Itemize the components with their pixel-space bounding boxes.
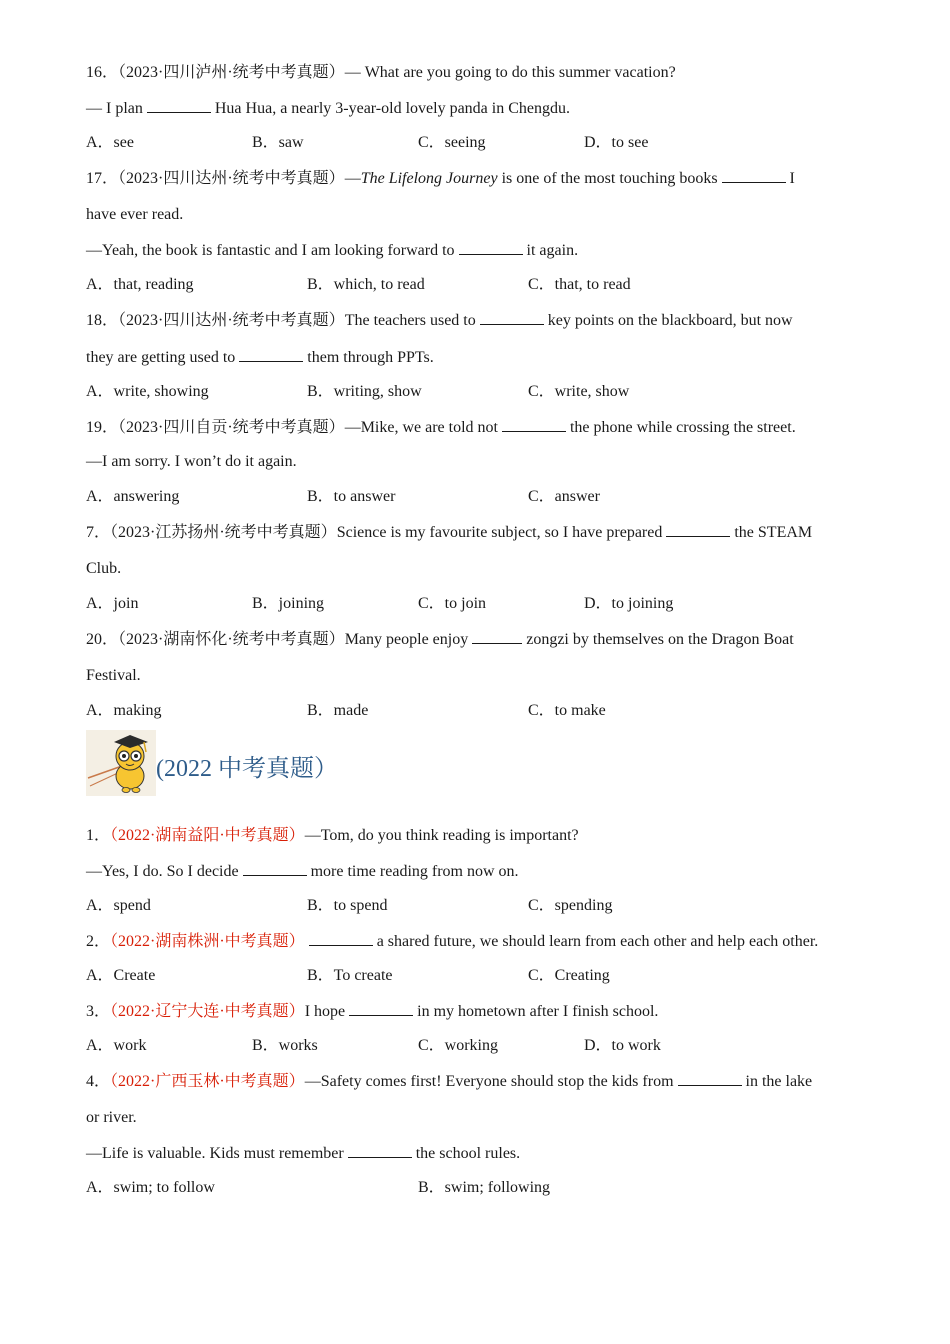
option-a[interactable]: A．see [86,134,134,151]
option-b[interactable]: B．To create [307,967,393,984]
option-c[interactable]: C．seeing [418,134,486,151]
option-b[interactable]: B．swim; following [418,1179,551,1196]
option-d[interactable]: D．to joining [584,595,674,612]
question-2022-4-line-3: —Life is valuable. Kids must remember the school rules. [86,1145,521,1162]
question-2022-4-line-2: or river. [86,1109,137,1126]
question-20-options [86,701,886,721]
option-a[interactable]: A．work [86,1037,147,1054]
option-a[interactable]: A．write, showing [86,383,209,400]
question-2022-3-line-1: 3．（2022·辽宁大连·中考真题）I hope in my hometown after I finish school. [86,1003,659,1020]
option-a[interactable]: A．swim; to follow [86,1179,215,1196]
answer-blank [666,522,730,537]
option-c[interactable]: C．to join [418,595,487,612]
answer-blank [472,629,522,644]
option-b[interactable]: B．made [307,702,369,719]
question-2022-4-options [86,1178,886,1198]
option-d[interactable]: D．to see [584,134,649,151]
option-a[interactable]: A．that, reading [86,276,194,293]
question-2022-1-line-1: 1．（2022·湖南益阳·中考真题）—Tom, do you think reading is important? [86,827,579,844]
section-header-2022 [86,730,386,796]
option-b[interactable]: B．writing, show [307,383,422,400]
option-c[interactable]: C．Creating [528,967,610,984]
question-2022-4-line-1: 4．（2022·广西玉林·中考真题）—Safety comes first! Everyone should stop the kids from in the lake [86,1073,813,1090]
option-a[interactable]: A．join [86,595,139,612]
answer-blank [502,417,566,432]
option-a[interactable]: A．Create [86,967,156,984]
option-b[interactable]: B．to spend [307,897,388,914]
option-c[interactable]: C．working [418,1037,499,1054]
question-source: （2023·湖南怀化·统考中考真题） [118,631,345,648]
option-d[interactable]: D．to work [584,1037,661,1054]
question-source: （2022·湖南益阳·中考真题） [110,827,305,844]
question-18-options [86,382,886,402]
question-7-line-2: Club. [86,560,122,577]
answer-blank [459,240,523,255]
question-source: （2023·四川达州·统考中考真题） [118,312,345,329]
question-source: （2023·四川自贡·统考中考真题） [118,419,345,436]
question-17-line-2: have ever read. [86,206,184,223]
option-a[interactable]: A．making [86,702,162,719]
option-b[interactable]: B．saw [252,134,304,151]
graduate-mascot-icon [86,730,156,796]
option-b[interactable]: B．joining [252,595,325,612]
answer-blank [678,1071,742,1086]
question-source: （2023·四川达州·统考中考真题） [118,170,345,187]
question-source: （2022·广西玉林·中考真题） [110,1073,305,1090]
question-19-line-1: 19．（2023·四川自贡·统考中考真题）—Mike, we are told not the phone while crossing the street. [86,419,796,436]
answer-blank [243,861,307,876]
question-16-line-1: 16．（2023·四川泸州·统考中考真题）— What are you going to do this summer vacation? [86,64,676,81]
option-c[interactable]: C．write, show [528,383,630,400]
question-18-line-2: they are getting used to them through PPTs. [86,349,434,366]
question-2022-2-line-1: 2．（2022·湖南株洲·中考真题） a shared future, we should learn from each other and help each other. [86,933,819,950]
question-17-line-3: —Yeah, the book is fantastic and I am looking forward to it again. [86,242,579,259]
question-7-line-1: 7．（2023·江苏扬州·统考中考真题）Science is my favourite subject, so I have prepared the STEAM [86,524,813,541]
option-c[interactable]: C．spending [528,897,613,914]
answer-blank [239,347,303,362]
question-16-line-2: — I plan Hua Hua, a nearly 3-year-old lovely panda in Chengdu. [86,100,570,117]
answer-blank [147,98,211,113]
answer-blank [349,1001,413,1016]
answer-blank [348,1143,412,1158]
question-source: （2023·江苏扬州·统考中考真题） [110,524,337,541]
answer-blank [309,931,373,946]
question-20-line-2: Festival. [86,667,141,684]
question-7-options [86,594,886,614]
question-source: （2022·辽宁大连·中考真题） [110,1003,305,1020]
section-title: (2022 中考真题） [156,756,338,782]
option-c[interactable]: C．to make [528,702,606,719]
book-title: The Lifelong Journey [360,170,498,187]
option-c[interactable]: C．answer [528,488,600,505]
option-a[interactable]: A．spend [86,897,151,914]
question-16-options [86,133,886,153]
option-c[interactable]: C．that, to read [528,276,631,293]
question-source: （2022·湖南株洲·中考真题） [110,933,305,950]
question-17-line-1: 17．（2023·四川达州·统考中考真题）—The Lifelong Journey is one of the most touching books I [86,170,795,187]
question-19-line-2: —I am sorry. I won’t do it again. [86,453,297,470]
option-b[interactable]: B．which, to read [307,276,425,293]
question-2022-3-options [86,1036,886,1056]
question-source: （2023·四川泸州·统考中考真题） [118,64,345,81]
question-2022-1-line-2: —Yes, I do. So I decide more time reading from now on. [86,863,519,880]
option-b[interactable]: B．to answer [307,488,396,505]
question-20-line-1: 20．（2023·湖南怀化·统考中考真题）Many people enjoy zongzi by themselves on the Dragon Boat [86,631,794,648]
question-17-options [86,275,886,295]
question-2022-1-options [86,896,886,916]
question-19-options [86,487,886,507]
question-2022-2-options [86,966,886,986]
answer-blank [480,310,544,325]
question-18-line-1: 18．（2023·四川达州·统考中考真题）The teachers used to key points on the blackboard, but now [86,312,793,329]
answer-blank [722,168,786,183]
option-a[interactable]: A．answering [86,488,180,505]
option-b[interactable]: B．works [252,1037,318,1054]
